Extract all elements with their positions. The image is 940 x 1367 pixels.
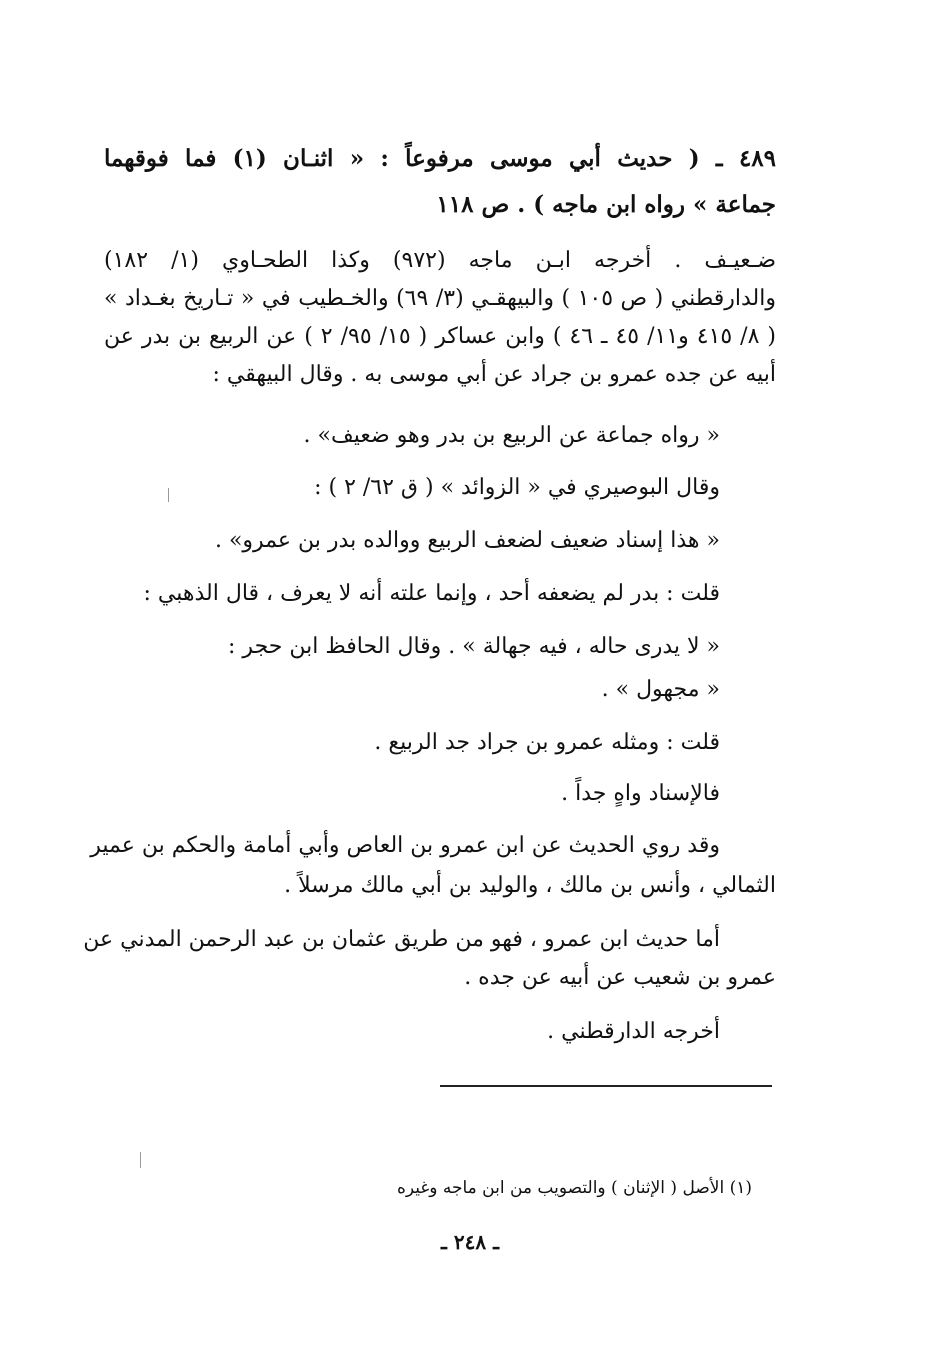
scan-mark — [168, 488, 169, 502]
ibn-amr-line-1: أما حديث ابن عمرو ، فهو من طريق عثمان بن عبد الرحمن المدني عن — [83, 927, 720, 952]
grading-line-3: ( ٨/ ٤١٥ و١١/ ٤٥ ـ ٤٦ ) وابن عساكر ( ١٥/ ٩٥/ ٢ ) عن الربيع بن بدر عن — [104, 324, 776, 349]
hadith-heading-line-1: ٤٨٩ ـ ( حديث أبي موسى مرفوعاً : « اثنـان (١) فما فوقهما — [104, 145, 776, 172]
bayhaqi-quote: « رواه جماعة عن الربيع بن بدر وهو ضعيف» . — [303, 423, 720, 448]
grading-line-1: ضـعيـف . أخرجه ابـن ماجه (٩٧٢) وكذا الطحـاوي (١/ ١٨٢) — [104, 248, 777, 273]
qultu-comment-2: قلت : ومثله عمرو بن جراد جد الربيع . — [374, 730, 720, 755]
dhahabi-quote: « لا يدرى حاله ، فيه جهالة » . وقال الحافظ ابن حجر : — [228, 634, 720, 659]
grading-line-4: أبيه عن جده عمرو بن جراد عن أبي موسى به . وقال البيهقي : — [212, 362, 776, 387]
grading-line-2: والدارقطني ( ص ١٠٥ ) والبيهقـي (٣/ ٦٩) والخـطيب في « تـاريخ بغـداد » — [104, 286, 776, 311]
footnote: (١) الأصل ( الإثنان ) والتصويب من ابن ماجه وغيره — [396, 1178, 752, 1198]
hadith-heading-line-2: جماعة » رواه ابن ماجه ) . ص ١١٨ — [436, 191, 776, 218]
busiri-quote: « هذا إسناد ضعيف لضعف الربيع ووالده بدر بن عمرو» . — [214, 528, 720, 553]
busiri-intro: وقال البوصيري في « الزوائد » ( ق ٦٢/ ٢ ) : — [314, 475, 720, 500]
qultu-comment-1: قلت : بدر لم يضعفه أحد ، وإنما علته أنه لا يعرف ، قال الذهبي : — [143, 581, 720, 606]
other-narrations-line-2: الثمالي ، وأنس بن مالك ، والوليد بن أبي مالك مرسلاً . — [284, 873, 776, 898]
ibn-amr-line-2: عمرو بن شعيب عن أبيه عن جده . — [464, 965, 776, 990]
isnad-conclusion: فالإسناد واهٍ جداً . — [561, 781, 720, 806]
scan-mark — [140, 1152, 141, 1168]
ibn-hajar-quote: « مجهول » . — [601, 677, 720, 702]
other-narrations-line-1: وقد روي الحديث عن ابن عمرو بن العاص وأبي أمامة والحكم بن عمير — [90, 833, 720, 858]
daraqutni-line: أخرجه الدارقطني . — [547, 1019, 720, 1044]
page-number: ـ ٢٤٨ ـ — [441, 1230, 499, 1254]
footnote-separator — [440, 1085, 772, 1087]
